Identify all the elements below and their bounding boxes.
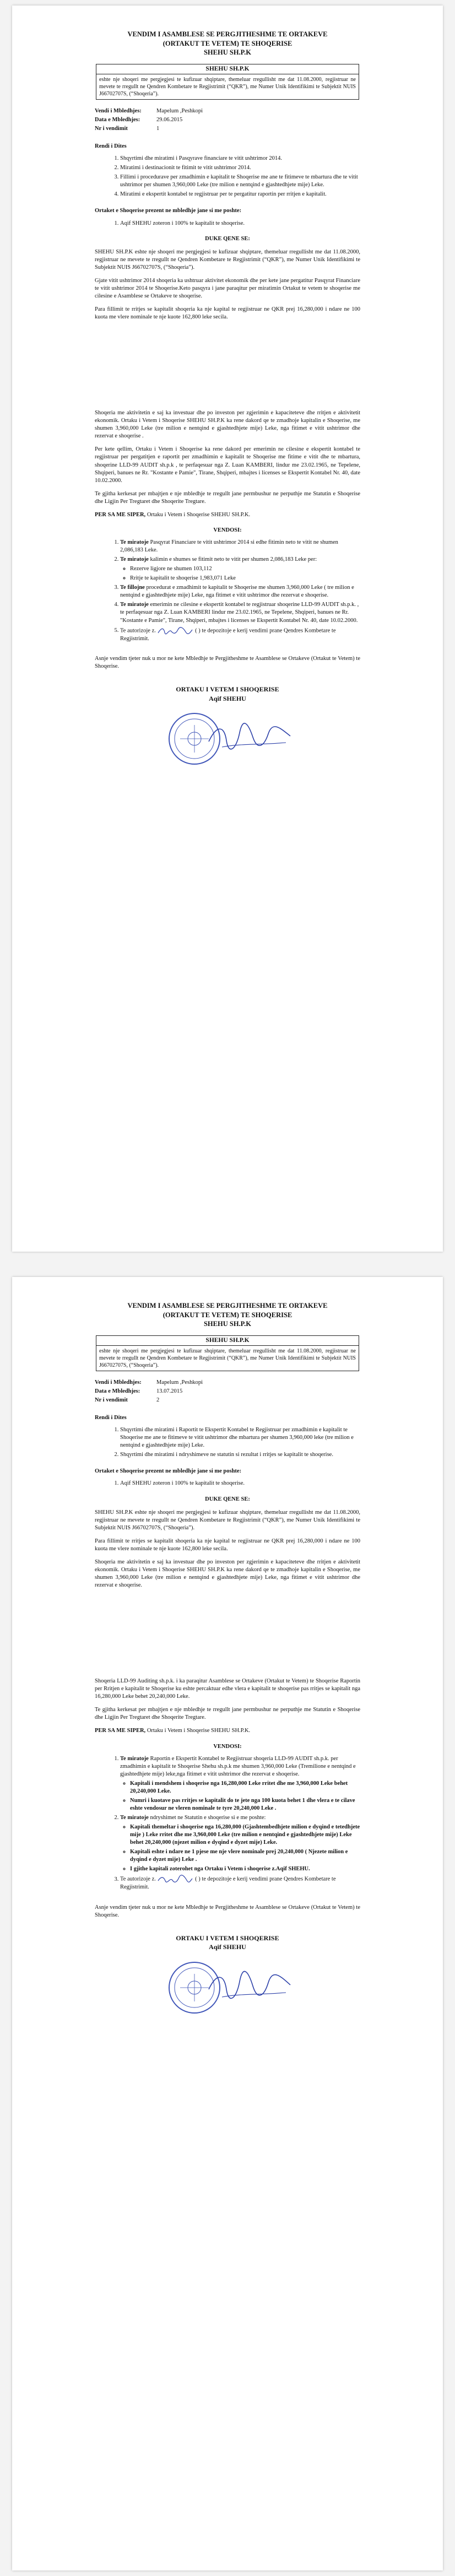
paragraph: Para fillimit te rritjes se kapitalit shoqeria ka nje kapital te regjistruar ne QKR prej 16,280,000 i ndare ne 100 kuota me vlere nominale te nje kuote 162,800 leke secila. [95, 306, 360, 321]
agenda-list [95, 1426, 360, 1459]
decision-item: 2. Te miratoje kalimin e shumes se fitimit neto te vitit per shumen 2,086,183 Leke per: ◦ Rezerve ligjore ne shumen 103,112 ◦ Rritje te kapitalit te shoqerise 1,983,071 Leke [120, 556, 360, 582]
meta-row: Vendi i Mbledhjes: Mapelum ,Peshkopi [95, 1379, 203, 1386]
present-list [95, 1480, 360, 1487]
present-heading: Ortaket e Shoqerise prezent ne mbledhje jane si me poshte: [95, 1468, 242, 1475]
decision-page-2 [12, 1277, 443, 2570]
meeting-meta [95, 107, 203, 134]
per-sa-me-siper: PER SA ME SIPER, Ortaku i Vetem i Shoqerise SHEHU SH.P.K. [95, 511, 251, 518]
decision-sub-list [120, 1780, 360, 1812]
sub-item: ◦ Rritje te kapitalit te shoqerise 1,983,071 Leke [130, 575, 360, 582]
sub-item: ◦ Numri i kuotave pas rritjes se kapitalit do te jete nga 100 kuota behet 1 dhe vlera e te cilave eshte vendosur ne vleren nominale te tyre 20,240,000 Leke . [130, 1797, 360, 1812]
agenda-heading: Rendi i Dites [95, 143, 127, 150]
blank-space [95, 1589, 360, 1672]
company-description: eshte nje shoqeri me pergjegjesi te kufizuar shqiptare, themeluar rregullisht me dat 11.08.2000, regjistruar ne mevete te rregullt ne Qendren Kombetare te Regjistrimit (“QKR”), me Numer Unik Identifikimi te Subjektit NUIS J66702707S, (“Shoqeria”). [99, 1347, 356, 1368]
blank-space [95, 321, 360, 404]
sub-item: ◦ Kapitali eshte i ndare ne 1 pjese me nje vlere nominale prej 20,240,000 ( Njezete milion e dyqind e dyzet mije) Leke . [130, 1848, 360, 1864]
meeting-meta [95, 1379, 203, 1405]
paragraph: SHEHU SH.P.K eshte nje shoqeri me pergjegjesi te kufizuar shqiptare, themeluar rregullisht me dat 11.08.2000, regjistruar ne mevete te rregullt ne Qendren Kombetare te Regjistrimit (“QKR”), me Numer Unik Identifikimi te Subjektit NUIS J66702707S, (“Shoqeria”). [95, 248, 360, 270]
agenda-item: 3. Fillimi i procedurave per zmadhimin e kapitalit te Shoqerise me ane te fitimeve te mbartura dhe te vitit ushtrimor per shumen 3,960,000 Leke (tre milion e nentqind e gjashtedhjete mije) Leke. [120, 174, 360, 189]
paragraph: Shoqeria me aktivitetin e saj ka investuar dhe po investon per zgjerimin e kapaciteteve dhe rritjen e aktivitetit ekonomik. Ortaku i Vetem i Shoqerise SHEHU SH.P.K ka rene dakord qe te zmadhoje kapitalin e Shoqerise, me shumen 3,960,000 Leke (tre milion e nentqind e gjashtedhjete mije) Leke, nga fitimet e vitit ushtrimor dhe rezervat e shoqerise. [95, 1558, 360, 1589]
paragraph: Shoqeria LLD-99 Auditing sh.p.k. i ka paraqitur Asamblese se Ortakeve (Ortakut te Vetem) te Shoqerise Raportin per Rritjen e kapitalit te Shoqerise ku eshte percaktuar edhe vlera e kapitalit te shoqerise pas rritjes se kapitalit nga 16,280,000 Leke behet 20,240,000 Leke. [95, 1678, 360, 1700]
decided-heading: VENDOSI: [213, 527, 242, 533]
sub-item: ◦ Rezerve ligjore ne shumen 103,112 [130, 565, 360, 573]
paragraph: Te gjitha kerkesat per mbajtjen e nje mbledhje te rregullt jane permbushur ne perputhje me Statutin e Shoqerise dhe Ligjin Per Tregtaret dhe Shoqerite Tregtare. [95, 1707, 360, 1721]
document-title: VENDIM I ASAMBLESE SE PERGJITHESHME TE ORTAKEVE (ORTAKUT TE VETEM) TE SHOQERISE SHEHU SH.P.K [127, 1302, 328, 1328]
decision-item: 2. Te miratoje ndryshimet ne Statutin e shoqerise si e me poshte: ◦ Kapitali themeltar i shoqerise nga 16,280,000 (Gjashtembedhjete milion e dyqind e tetedhjete mije ) Leke rritet dhe me 3,960,000 Leke (tre milion e nentqind e gjashtedhjete mije) Leke behet 20,240,000 (njezet milion e dyqind e dyzet mije) Leke. ◦ Kapitali eshte i ndare ne 1 pjese me nje vlere nominale prej 20,240,000 ( Njezete milion e dyqind e dyzet mije) Leke . ◦ I gjithe kapitali zoterohet nga Ortaku i Vetem i shoqerise z.Aqif SHEHU. [120, 1814, 360, 1873]
agenda-list [95, 155, 360, 198]
agenda-item: 4. Miratimi e ekspertit kontabel te regjistruar per te pergatitur raportin per rritjen e kapitalit. [120, 191, 360, 198]
company-stamp-icon [156, 708, 299, 769]
sig-name: Aqif SHEHU [209, 694, 246, 702]
sig-title: ORTAKU I VETEM I SHOQERISE [176, 1934, 279, 1942]
decision-page-1 [12, 6, 443, 1252]
handwritten-signature-icon [157, 626, 193, 635]
present-heading: Ortaket e Shoqerise prezent ne mbledhje jane si me poshte: [95, 208, 242, 214]
paragraph: SHEHU SH.P.K eshte nje shoqeri me pergjegjesi te kufizuar shqiptare, themeluar rregullisht me dat 11.08.2000, regjistruar ne mevete te rregullt ne Qendren Kombetare te Regjistrimit (“QKR”), me Numer Unik Identifikimi te Subjektit NUIS J66702707S, (“Shoqeria”). [95, 1509, 360, 1531]
whereas-heading: DUKE QENE SE: [205, 1496, 250, 1502]
sub-item: ◦ I gjithe kapitali zoterohet nga Ortaku i Vetem i shoqerise z.Aqif SHEHU. [130, 1865, 360, 1873]
decision-list [95, 539, 360, 643]
paragraph: Per kete qellim, Ortaku i Vetem i Shoqerise ka rene dakord per emerimin ne cilesine e ekspertit kontabel te regjistruar per pergatitjen e raportit per zmadhimin e kapitalit te Shoqerise me fitime e vitit dhe te mbartura, shoqerine LLD-99 AUDIT sh.p.k , te perfaqesuar nga Z. Luan KAMBERI, lindur me 23.02.1965, ne Tepelene, Shqiperi, banues ne Rr. "Kostante e Pamie", Tirane, Shqiperi, mbajtes i licenses se Ekspertit Kontabel Nr. 40, date 10.02.2000. [95, 446, 360, 484]
decision-sub-list [120, 565, 360, 582]
decision-item: 4. Te miratoje emerimin ne cilesine e ekspertit kontabel te regjistruar shoqerine LLD-99 AUDIT sh.p.k. , te perfaqesuar nga Z. Luan KAMBERI lindur me 23.02.1965, ne Tepelene, Shqiperi, banues ne Rr. "Kostante e Pamie", Tirane, Shqiperi, mbajtes i licenses se Ekspertit Kontabel Nr. 40, date 10.02.2000. [120, 601, 360, 624]
closing-note: Asnje vendim tjeter nuk u mor ne kete Mbledhje te Pergjitheshme te Asamblese se Ortakeve (Ortakut te Vetem) te Shoqerise. [95, 655, 360, 669]
company-name: SHEHU SH.P.K [96, 1336, 359, 1346]
sig-title: ORTAKU I VETEM I SHOQERISE [176, 685, 279, 693]
agenda-item: 2. Shqyrtimi dhe miratimi i ndryshimeve ne statutin si rezultat i rritjes se kapitalit te shoqerise. [120, 1451, 360, 1459]
company-stamp-icon [156, 1957, 299, 2018]
present-list [95, 220, 360, 228]
company-name: SHEHU SH.P.K [96, 64, 359, 74]
meta-row: Data e Mbledhjes: 13.07.2015 [95, 1388, 183, 1394]
per-sa-me-siper: PER SA ME SIPER, Ortaku i Vetem i Shoqerise SHEHU SH.P.K. [95, 1728, 251, 1734]
decision-sub-list [120, 1823, 360, 1873]
meta-row: Vendi i Mbledhjes: Mapelum ,Peshkopi [95, 107, 203, 114]
closing-note: Asnje vendim tjeter nuk u mor ne kete Mbledhje te Pergjitheshme te Asamblese se Ortakeve (Ortakut te Vetem) te Shoqerise. [95, 1904, 360, 1918]
decision-item: 5. Te autorizoje z. ( ) te depozitoje e kerij vendimi prane Qendres Kombetare te Regjistrimit. [120, 626, 360, 643]
agenda-heading: Rendi i Dites [95, 1415, 127, 1421]
signature-block [95, 1934, 360, 2018]
company-box [96, 64, 359, 100]
decision-item: 1. Te miratoje Pasqyrat Financiare te vitit ushtrimor 2014 si edhe fitimin neto te vitit ne shumen 2,086,183 Leke. [120, 539, 360, 554]
paragraph: Shoqeria me aktivitetin e saj ka investuar dhe po investon per zgjerimin e kapaciteteve dhe rritjen e aktivitetit ekonomik. Ortaku i Vetem i Shoqerise SHEHU SH.P.K ka rene dakord qe te zmadhoje kapitalin e Shoqerise, me shumen 3,960,000 Leke (tre milion e nentqind e gjashtedhjete mije) Leke, nga fitimet e vitit ushtrimor dhe rezervat e shoqerise . [95, 410, 360, 440]
meta-row: Data e Mbledhjes: 29.06.2015 [95, 116, 183, 123]
sub-item: ◦ Kapitali themeltar i shoqerise nga 16,280,000 (Gjashtembedhjete milion e dyqind e tetedhjete mije ) Leke rritet dhe me 3,960,000 Leke (tre milion e nentqind e gjashtedhjete mije) Leke behet 20,240,000 (njezet milion e dyqind e dyzet mije) Leke. [130, 1823, 360, 1847]
sig-name: Aqif SHEHU [209, 1943, 246, 1951]
present-item: 1. Aqif SHEHU zoteron i 100% te kapitalit te shoqerise. [120, 220, 360, 228]
signature-block [95, 685, 360, 770]
decision-item: 1. Te miratoje Raportin e Ekspertit Kontabel te Regjistruar shoqeria LLD-99 AUDIT sh.p.k. per zmadhimin e kapitalit te Shoqerise Shehu sh.p.k me shumen 3,960,000 Leke (Tremilione e nentqind e gjashtedhjete mije) leke,nga fitimet e vitit ushtrimor dhe rezervat e shoqerise. ◦ Kapitali i mendshem i shoqerise nga 16,280,000 Leke rritet dhe me 3,960,000 Leke behet 20,240,000 Leke. ◦ Numri i kuotave pas rritjes se kapitalit do te jete nga 100 kuota behet 1 dhe vlera e te cilave eshte vendosur ne vleren nominale te tyre 20,240,000 Leke . [120, 1755, 360, 1812]
paragraph: Para fillimit te rritjes se kapitalit shoqeria ka nje kapital te regjistruar ne QKR prej 16,280,000 i ndare ne 100 kuota me vlere nominale te nje kuote 162,800 leke secila. [95, 1538, 360, 1552]
present-item: 1. Aqif SHEHU zoteron i 100% te kapitalit te shoqerise. [120, 1480, 360, 1487]
document-title: VENDIM I ASAMBLESE SE PERGJITHESHME TE ORTAKEVE (ORTAKUT TE VETEM) TE SHOQERISE SHEHU SH.P.K [127, 30, 328, 56]
company-description: eshte nje shoqeri me pergjegjesi te kufizuar shqiptare, themeluar rregullisht me dat 11.08.2000, regjistruar ne mevete te rregullt ne Qendren Kombetare te Regjistrimit (“QKR”), me Numer Unik Identifikimi te Subjektit NUIS J66702707S, (“Shoqeria”). [99, 76, 356, 97]
agenda-item: 1. Shqyrtimi dhe miratimi i Raportit te Ekspertit Kontabel te Regjistruar per zmadhimin e kapitalit te Shoqerise me ane te fitimeve te vitit ushtrimor dhe mbartura per shumen 3,960,000 leke (tre milion e nentqind e gjashtedhjete mije) Leke. [120, 1426, 360, 1449]
company-box [96, 1335, 359, 1371]
meta-row: Nr i vendimit 2 [95, 1397, 160, 1404]
agenda-item: 1. Shqyrtimi dhe miratimi i Pasqyrave financiare te vitit ushtrimor 2014. [120, 155, 360, 163]
decided-heading: VENDOSI: [213, 1743, 242, 1750]
whereas-heading: DUKE QENE SE: [205, 235, 250, 242]
decision-item: 3. Te autorizoje z. ( ) te depozitoje e kerij vendimi prane Qendres Kombetare te Regjistrimit. [120, 1875, 360, 1891]
paragraph: Te gjitha kerkesat per mbajtjen e nje mbledhje te rregullt jane permbushur ne perputhje me Statutin e Shoqerise dhe Ligjin Per Tregtaret dhe Shoqerite Tregtare. [95, 490, 360, 505]
handwritten-signature-icon [157, 1875, 193, 1884]
sub-item: ◦ Kapitali i mendshem i shoqerise nga 16,280,000 Leke rritet dhe me 3,960,000 Leke behet 20,240,000 Leke. [130, 1780, 360, 1795]
agenda-item: 2. Miratimi i destinacionit te fitimit te vitit ushtrimor 2014. [120, 164, 360, 172]
meta-row: Nr i vendimit 1 [95, 126, 160, 132]
decision-list [95, 1755, 360, 1892]
paragraph: Gjate vitit ushtrimor 2014 shoqeria ka ushtruar aktivitet ekonomik dhe per kete jane pergatitur Pasqyrat Financiare te vitit ushtrimor 2014 te Shoqerise.Keto pasqyra i jane paraqitur per miratimin Ortakut te vetem te shoqerise me cilesine e Asamblese se Ortakeve te shoqerise. [95, 277, 360, 299]
decision-item: 3. Te fillojne procedurat e zmadhimit te kapitalit te Shoqerise me shumen 3,960,000 Leke ( tre milion e nentqind e gjashtedhjete mije) Leke, nga fitimet e vitit ushtrimor dhe rezervat e shoqerise. [120, 584, 360, 599]
